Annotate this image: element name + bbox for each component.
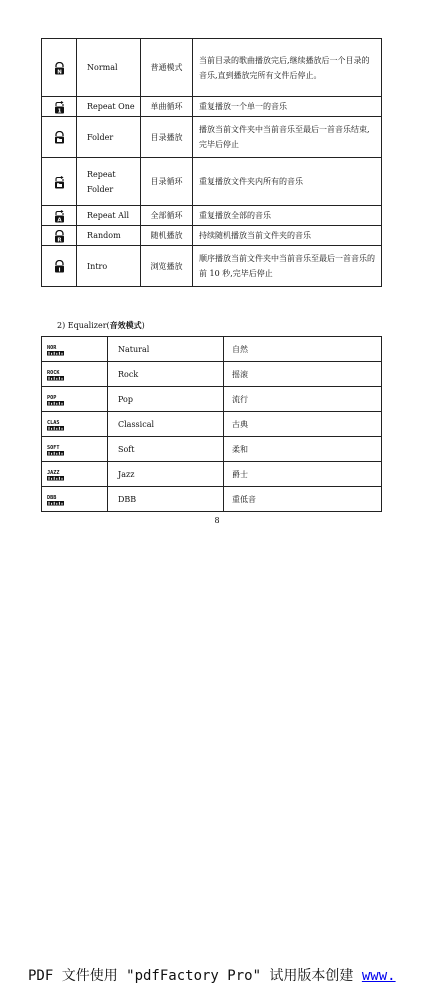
eq-icon-cell xyxy=(42,412,108,437)
table-row xyxy=(42,226,382,246)
mode-repeat-one-icon xyxy=(54,101,65,114)
table-row xyxy=(42,412,382,437)
eq-icon-bar-level xyxy=(51,427,52,429)
mode-random-icon xyxy=(54,230,65,243)
eq-en-name: Jazz xyxy=(108,462,224,487)
mode-icon-cell xyxy=(42,97,77,117)
mode-cn-name: 全部循环 xyxy=(141,206,193,226)
mode-en-name: Intro xyxy=(77,246,141,287)
mode-en-name: Repeat All xyxy=(77,206,141,226)
mode-cn-name: 普通模式 xyxy=(141,39,193,97)
eq-icon-bar xyxy=(47,351,64,356)
eq-icon-bar-level xyxy=(56,452,57,454)
eq-icon-bar-level xyxy=(54,426,55,429)
eq-icon-label: POP xyxy=(47,394,57,401)
eq-en-name: Classical xyxy=(108,412,224,437)
eq-icon-bar xyxy=(47,451,64,456)
eq-icon-bar-level xyxy=(49,451,50,454)
table-row xyxy=(42,206,382,226)
table-row xyxy=(42,246,382,287)
eq-icon-bar-level xyxy=(49,401,50,404)
eq-cn-name: 柔和 xyxy=(224,437,382,462)
footer-text: PDF 文件使用 "pdfFactory Pro" 试用版本创建 xyxy=(28,968,362,984)
table-row xyxy=(42,158,382,206)
mode-en-name: Repeat One xyxy=(77,97,141,117)
table-row xyxy=(42,462,382,487)
eq-icon-cell xyxy=(42,387,108,412)
mode-cn-name: 目录循环 xyxy=(141,158,193,206)
mode-cn-name: 随机播放 xyxy=(141,226,193,246)
svg-text:1: 1 xyxy=(57,107,61,114)
eq-cn-name: 自然 xyxy=(224,337,382,362)
eq-icon-bar-level xyxy=(56,477,57,479)
play-mode-table xyxy=(41,38,382,287)
pdf-footer xyxy=(28,965,396,985)
mode-description: 持续随机播放当前文件夹的音乐 xyxy=(193,226,382,246)
eq-icon-bar-level xyxy=(62,427,63,429)
eq-icon-bar-level xyxy=(59,401,60,404)
table-row xyxy=(42,337,382,362)
eq-en-name: DBB xyxy=(108,487,224,512)
mode-cn-name: 单曲循环 xyxy=(141,97,193,117)
mode-intro-icon xyxy=(54,260,65,273)
mode-icon-cell xyxy=(42,226,77,246)
eq-icon-bar-level xyxy=(56,352,57,354)
eq-icon-bar-level xyxy=(49,376,50,379)
eq-icon-bar-level xyxy=(62,477,63,479)
eq-icon-bar-level xyxy=(59,426,60,429)
mode-icon-cell xyxy=(42,206,77,226)
mode-description: 当前目录的歌曲播放完后,继续播放后一个目录的音乐,直到播放完所有文件后停止。 xyxy=(193,39,382,97)
mode-normal-icon xyxy=(54,62,65,75)
mode-icon-cell xyxy=(42,158,77,206)
eq-icon-label: DBB xyxy=(47,494,57,501)
table-row xyxy=(42,97,382,117)
eq-cn-name: 流行 xyxy=(224,387,382,412)
eq-icon-bar-level xyxy=(62,452,63,454)
mode-description: 重复播放全部的音乐 xyxy=(193,206,382,226)
equalizer-icon xyxy=(47,344,65,356)
equalizer-title-bold: 音效模式 xyxy=(109,320,142,330)
eq-en-name: Soft xyxy=(108,437,224,462)
eq-icon-bar-level xyxy=(51,452,52,454)
eq-icon-bar-level xyxy=(62,402,63,404)
svg-text:A: A xyxy=(56,216,62,223)
eq-en-name: Pop xyxy=(108,387,224,412)
mode-cn-name: 浏览播放 xyxy=(141,246,193,287)
eq-icon-bar-level xyxy=(51,477,52,479)
table-row xyxy=(42,362,382,387)
eq-icon-bar-level xyxy=(51,402,52,404)
mode-en-name: Random xyxy=(77,226,141,246)
mode-repeat-all-icon xyxy=(54,210,65,223)
eq-icon-label: JAZZ xyxy=(47,469,60,476)
eq-icon-bar-level xyxy=(49,426,50,429)
footer-link[interactable]: www. xyxy=(361,968,396,984)
eq-icon-bar xyxy=(47,376,64,381)
table-row xyxy=(42,437,382,462)
eq-icon-bar-level xyxy=(62,377,63,379)
eq-icon-label: NOR xyxy=(47,344,57,351)
svg-text:I: I xyxy=(57,267,61,273)
mode-en-name: Repeat Folder xyxy=(77,158,141,206)
eq-en-name: Natural xyxy=(108,337,224,362)
eq-icon-bar-level xyxy=(59,476,60,479)
equalizer-section-title xyxy=(57,319,145,332)
eq-icon-bar-level xyxy=(54,376,55,379)
eq-icon-bar-level xyxy=(54,501,55,504)
eq-icon-bar xyxy=(47,401,64,406)
eq-icon-bar-level xyxy=(59,351,60,354)
eq-icon-bar-level xyxy=(62,352,63,354)
mode-en-name: Folder xyxy=(77,117,141,158)
table-row xyxy=(42,117,382,158)
mode-en-name: Normal xyxy=(77,39,141,97)
mode-repeat-folder-icon xyxy=(54,176,65,189)
eq-icon-bar-level xyxy=(49,351,50,354)
eq-cn-name: 爵士 xyxy=(224,462,382,487)
equalizer-title-suffix: ) xyxy=(141,321,145,330)
mode-cn-name: 目录播放 xyxy=(141,117,193,158)
equalizer-icon xyxy=(47,419,65,431)
mode-description: 重复播放一个单一的音乐 xyxy=(193,97,382,117)
mode-description: 重复播放文件夹内所有的音乐 xyxy=(193,158,382,206)
eq-icon-cell xyxy=(42,462,108,487)
mode-description: 顺序播放当前文件夹中当前音乐至最后一首音乐的前 10 秒,完毕后停止 xyxy=(193,246,382,287)
eq-icon-bar-level xyxy=(62,502,63,504)
eq-icon-bar-level xyxy=(51,502,52,504)
svg-text:R: R xyxy=(56,236,62,243)
eq-icon-bar-level xyxy=(59,501,60,504)
eq-en-name: Rock xyxy=(108,362,224,387)
eq-icon-bar-level xyxy=(54,451,55,454)
eq-icon-bar-level xyxy=(49,501,50,504)
eq-icon-bar-level xyxy=(49,476,50,479)
equalizer-icon xyxy=(47,494,65,506)
eq-icon-cell xyxy=(42,487,108,512)
eq-icon-cell xyxy=(42,337,108,362)
eq-cn-name: 古典 xyxy=(224,412,382,437)
mode-folder-icon xyxy=(54,131,65,144)
eq-icon-bar-level xyxy=(54,351,55,354)
eq-icon-bar-level xyxy=(56,377,57,379)
mode-icon-cell xyxy=(42,246,77,287)
eq-icon-bar-level xyxy=(54,476,55,479)
eq-icon-bar-level xyxy=(54,401,55,404)
equalizer-icon xyxy=(47,394,65,406)
eq-icon-cell xyxy=(42,362,108,387)
eq-cn-name: 摇滚 xyxy=(224,362,382,387)
equalizer-icon xyxy=(47,444,65,456)
eq-icon-bar xyxy=(47,426,64,431)
mode-icon-cell xyxy=(42,117,77,158)
eq-icon-bar xyxy=(47,501,64,506)
eq-icon-bar-level xyxy=(56,402,57,404)
eq-icon-cell xyxy=(42,437,108,462)
eq-cn-name: 重低音 xyxy=(224,487,382,512)
eq-icon-bar xyxy=(47,476,64,481)
eq-icon-label: ROCK xyxy=(47,369,60,376)
mode-icon-cell xyxy=(42,39,77,97)
eq-icon-bar-level xyxy=(51,352,52,354)
eq-icon-label: SOFT xyxy=(47,444,60,451)
table-row xyxy=(42,487,382,512)
eq-icon-bar-level xyxy=(59,376,60,379)
equalizer-table xyxy=(41,336,382,512)
table-row xyxy=(42,39,382,97)
eq-icon-label: CLAS xyxy=(47,419,60,426)
equalizer-icon xyxy=(47,369,65,381)
table-row xyxy=(42,387,382,412)
eq-icon-bar-level xyxy=(59,451,60,454)
eq-icon-bar-level xyxy=(51,377,52,379)
page-number: 8 xyxy=(214,516,220,525)
mode-description: 播放当前文件夹中当前音乐至最后一首音乐结束,完毕后停止 xyxy=(193,117,382,158)
equalizer-title-prefix: 2) Equalizer( xyxy=(57,321,110,330)
svg-text:N: N xyxy=(56,68,62,75)
eq-icon-bar-level xyxy=(56,502,57,504)
equalizer-icon xyxy=(47,469,65,481)
eq-icon-bar-level xyxy=(56,427,57,429)
